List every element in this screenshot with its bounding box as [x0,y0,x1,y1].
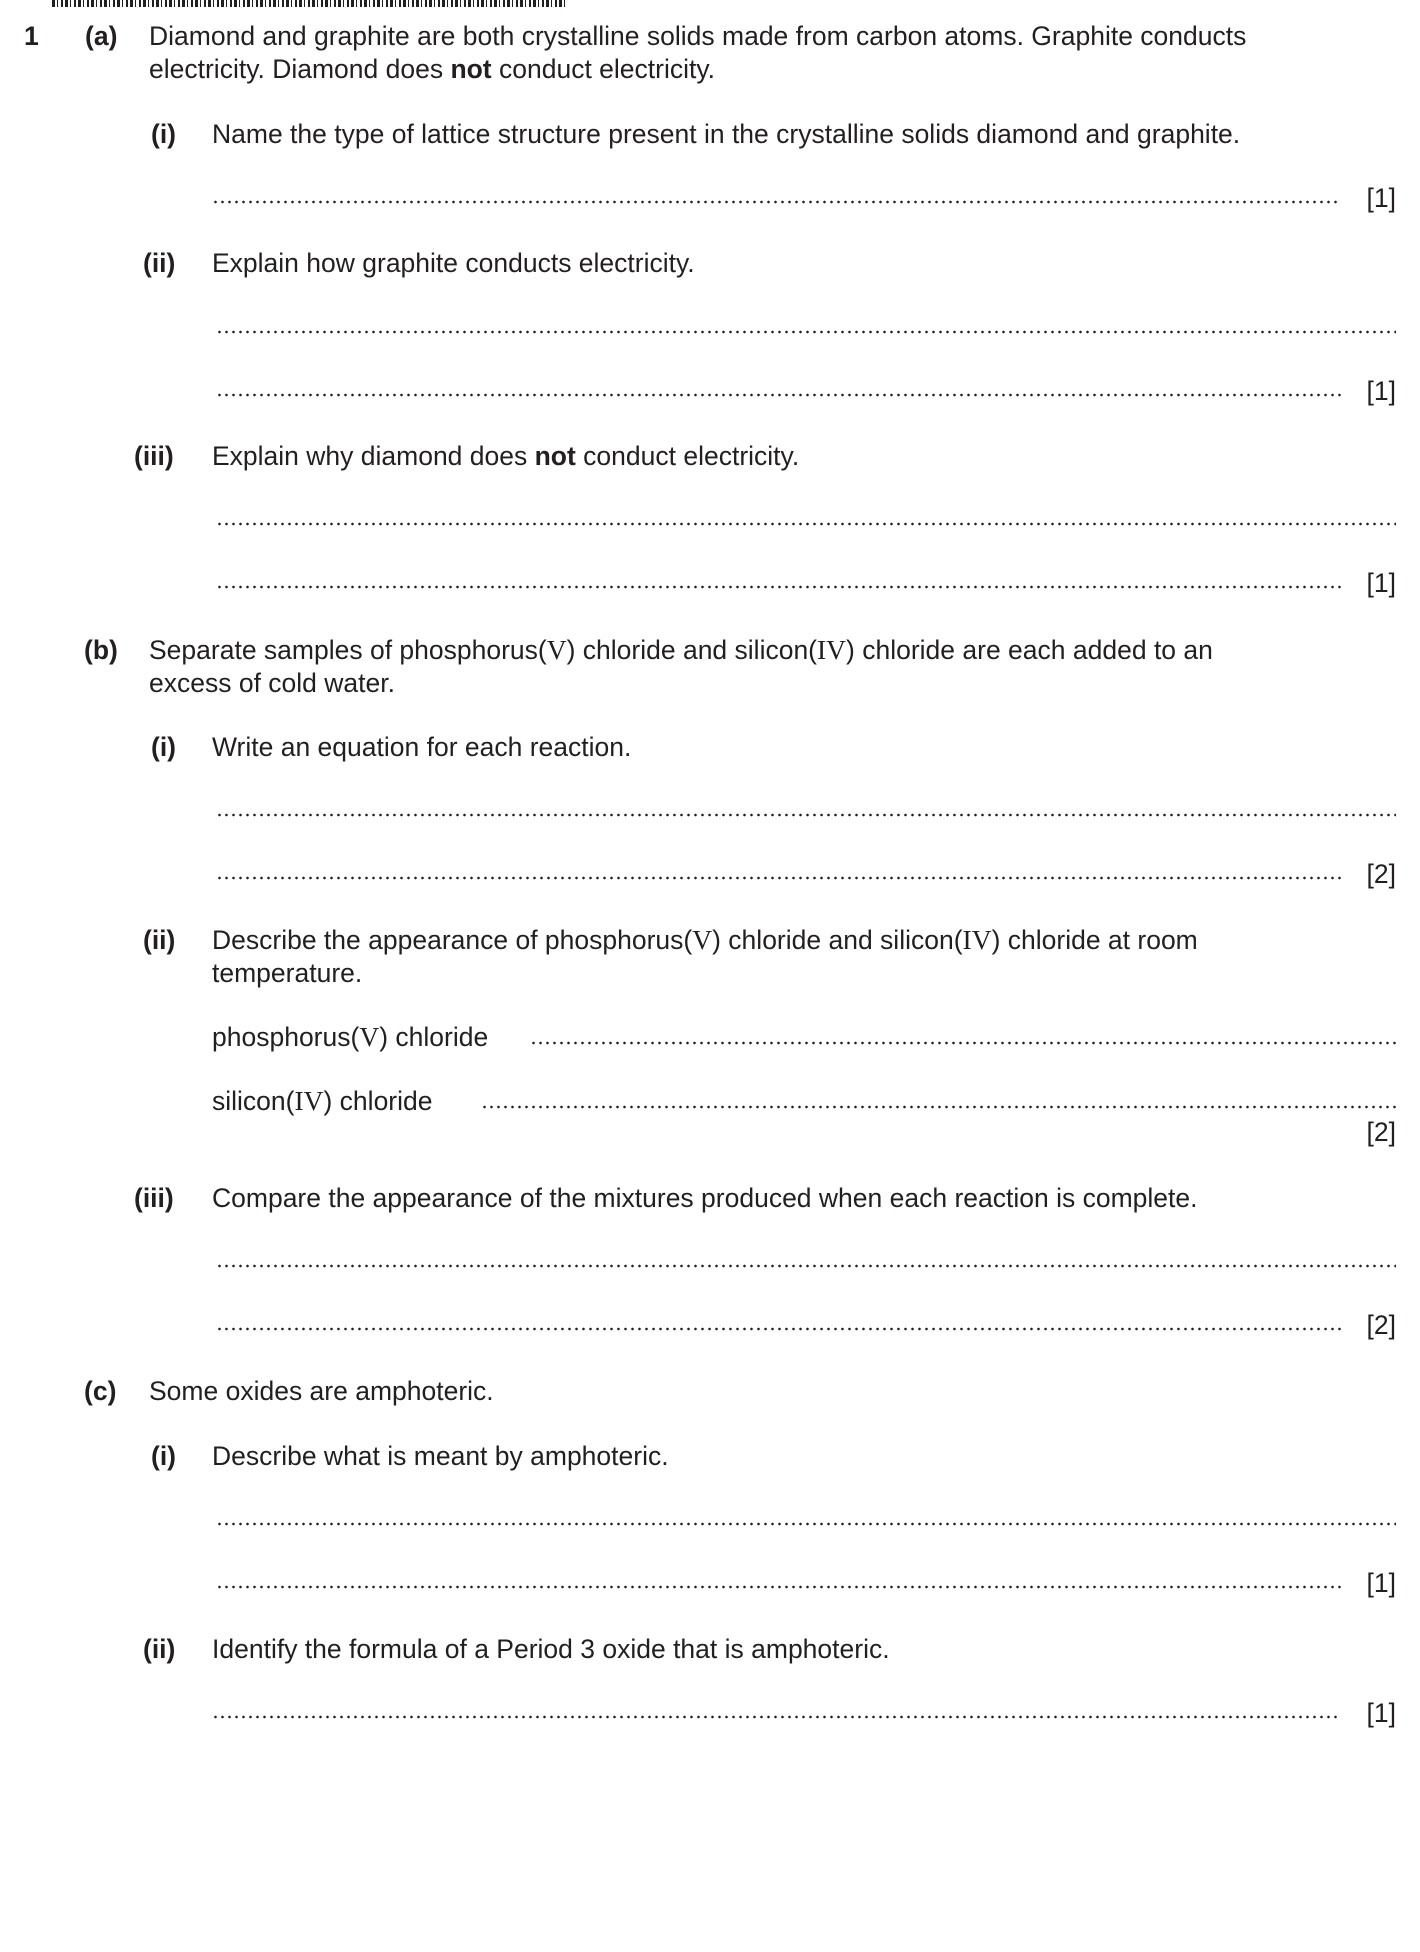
answer-line[interactable] [216,1327,1345,1331]
answer-line[interactable] [216,330,1396,334]
part-a-iii-label: (iii) [134,441,174,471]
part-b-iii-question: Compare the appearance of the mixtures produced when each reaction is complete. [212,1183,1198,1213]
part-b-stem-line1: Separate samples of phosphorus(V) chloride and silicon(IV) chloride are each added to an [149,634,1213,665]
part-a-i-question: Name the type of lattice structure present in the crystalline solids diamond and graphite. [212,119,1241,149]
part-c-i-marks: [1] [1366,1568,1396,1598]
part-b-stem-line2: excess of cold water. [149,668,395,698]
part-b-ii-marks: [2] [1366,1117,1396,1147]
part-b-ii-question-line2: temperature. [212,958,363,988]
part-c-ii-label: (ii) [143,1634,176,1664]
answer-line[interactable] [216,876,1345,880]
answer-line[interactable] [216,1264,1396,1268]
question-number: 1 [24,21,39,51]
part-a-i-label: (i) [151,119,177,149]
part-a-label: (a) [85,21,118,51]
part-c-ii-question: Identify the formula of a Period 3 oxide that is amphoteric. [212,1634,890,1664]
part-b-iii-label: (iii) [134,1183,174,1213]
answer-line[interactable] [481,1105,1396,1109]
answer-line[interactable] [212,200,1341,204]
part-b-i-label: (i) [151,732,177,762]
part-a-stem-line1: Diamond and graphite are both crystalline solids made from carbon atoms. Graphite conducts [149,21,1247,51]
silicon-chloride-label: silicon(IV) chloride [212,1085,433,1116]
answer-line[interactable] [216,813,1396,817]
part-b-label: (b) [84,635,118,665]
part-c-stem: Some oxides are amphoteric. [149,1376,494,1406]
part-a-iii-marks: [1] [1366,568,1396,598]
part-a-iii-question: Explain why diamond does not conduct electricity. [212,441,800,471]
answer-line[interactable] [216,522,1396,526]
phosphorus-chloride-label: phosphorus(V) chloride [212,1021,489,1052]
part-a-ii-question: Explain how graphite conducts electricity. [212,248,695,278]
part-c-i-question: Describe what is meant by amphoteric. [212,1441,669,1471]
part-b-ii-question-line1: Describe the appearance of phosphorus(V) chloride and silicon(IV) chloride at room [212,924,1198,955]
part-b-i-marks: [2] [1366,859,1396,889]
barcode [52,0,566,7]
answer-line[interactable] [216,1585,1345,1589]
part-b-i-question: Write an equation for each reaction. [212,732,632,762]
answer-line[interactable] [530,1041,1396,1045]
part-c-ii-marks: [1] [1366,1698,1396,1728]
answer-line[interactable] [212,1715,1341,1719]
part-a-i-marks: [1] [1366,183,1396,213]
part-c-label: (c) [84,1376,117,1406]
part-c-i-label: (i) [151,1441,177,1471]
answer-line[interactable] [216,1522,1396,1526]
answer-line[interactable] [216,393,1345,397]
part-a-ii-label: (ii) [143,248,176,278]
part-b-ii-label: (ii) [143,925,176,955]
answer-line[interactable] [216,585,1345,589]
part-a-ii-marks: [1] [1366,376,1396,406]
part-b-iii-marks: [2] [1366,1310,1396,1340]
part-a-stem-line2: electricity. Diamond does not conduct electricity. [149,54,716,84]
